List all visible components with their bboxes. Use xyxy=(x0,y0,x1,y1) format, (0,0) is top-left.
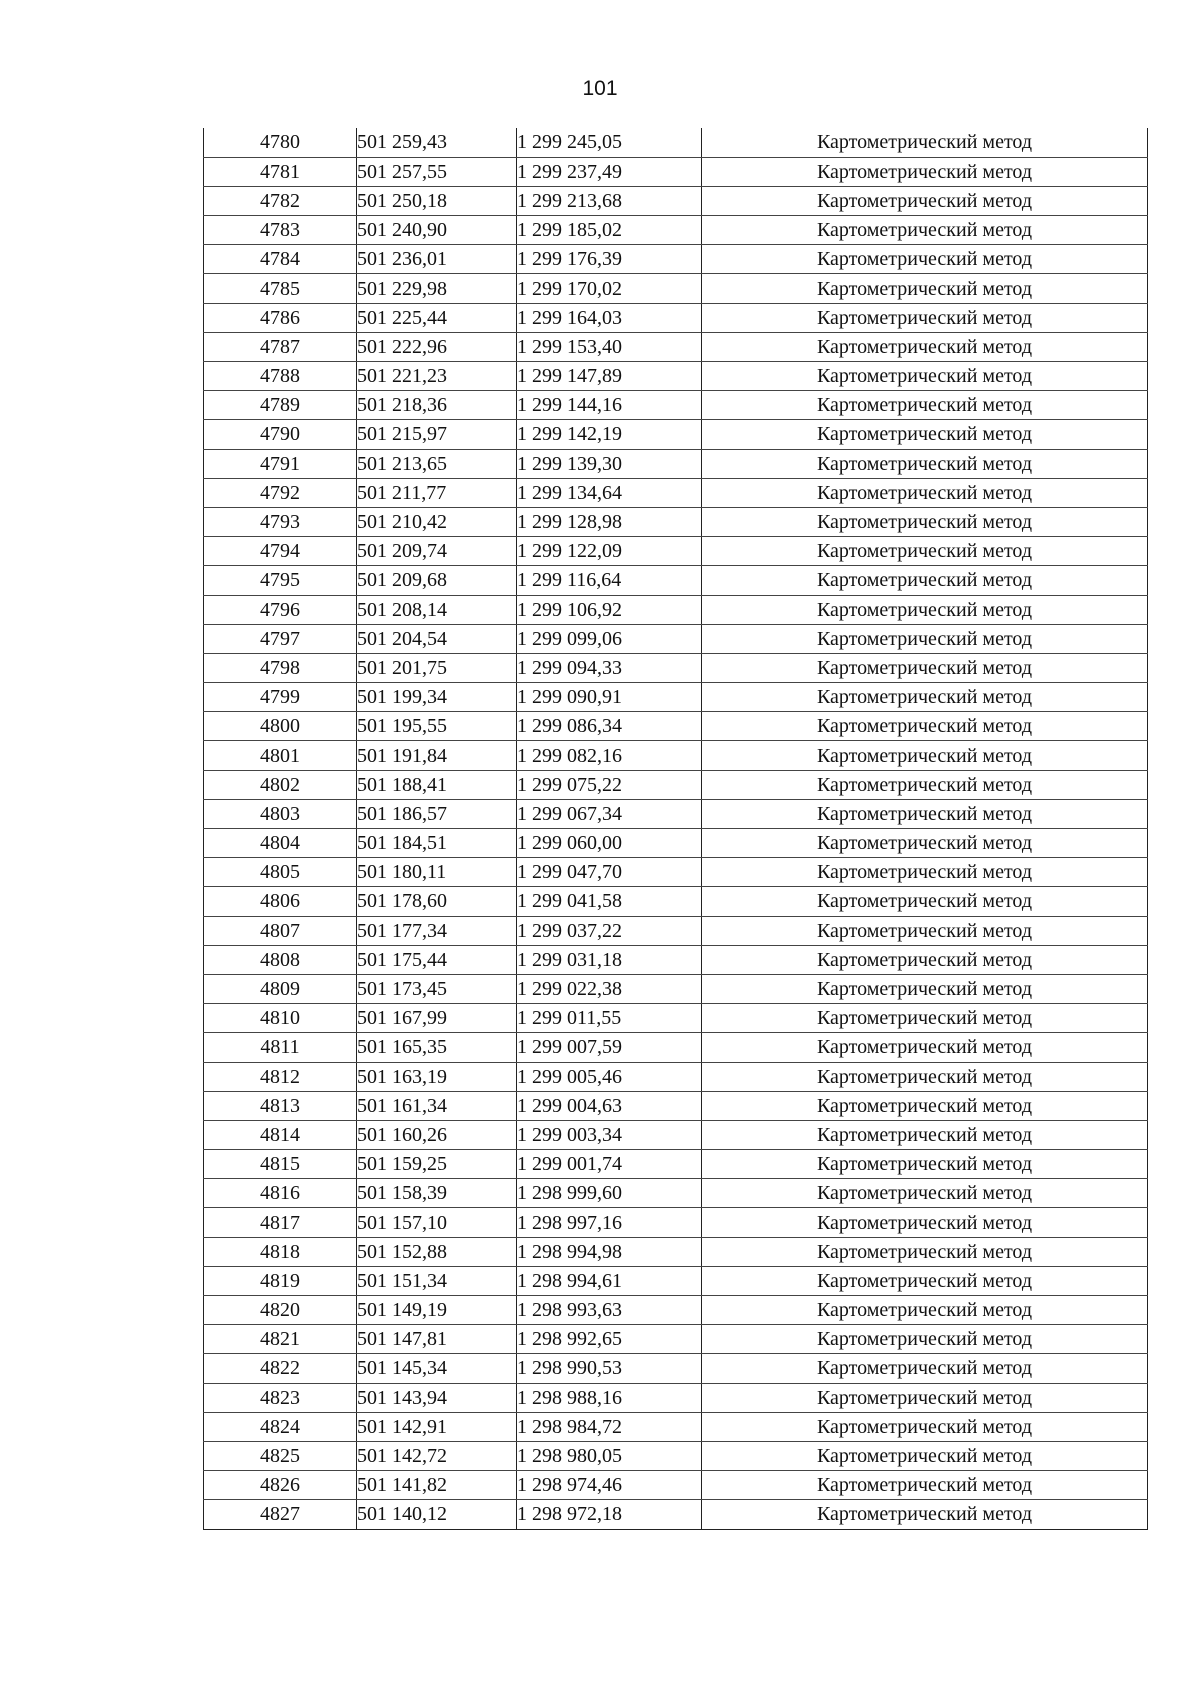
y-coordinate-cell: 1 298 984,72 xyxy=(517,1412,702,1441)
x-coordinate-cell: 501 180,11 xyxy=(357,858,517,887)
point-number-cell: 4792 xyxy=(204,478,357,507)
y-coordinate-cell: 1 298 990,53 xyxy=(517,1354,702,1383)
method-cell: Картометрический метод xyxy=(702,1150,1148,1179)
method-cell: Картометрический метод xyxy=(702,449,1148,478)
x-coordinate-cell: 501 221,23 xyxy=(357,362,517,391)
point-number-cell: 4789 xyxy=(204,391,357,420)
x-coordinate-cell: 501 142,91 xyxy=(357,1412,517,1441)
method-cell: Картометрический метод xyxy=(702,332,1148,361)
point-number-cell: 4817 xyxy=(204,1208,357,1237)
x-coordinate-cell: 501 173,45 xyxy=(357,974,517,1003)
y-coordinate-cell: 1 299 122,09 xyxy=(517,537,702,566)
method-cell: Картометрический метод xyxy=(702,274,1148,303)
table-row xyxy=(204,537,1148,566)
y-coordinate-cell: 1 299 075,22 xyxy=(517,770,702,799)
table-row xyxy=(204,362,1148,391)
table-row xyxy=(204,478,1148,507)
table-row xyxy=(204,1033,1148,1062)
y-coordinate-cell: 1 299 086,34 xyxy=(517,712,702,741)
x-coordinate-cell: 501 177,34 xyxy=(357,916,517,945)
point-number-cell: 4826 xyxy=(204,1471,357,1500)
method-cell: Картометрический метод xyxy=(702,1208,1148,1237)
y-coordinate-cell: 1 298 997,16 xyxy=(517,1208,702,1237)
table-row xyxy=(204,420,1148,449)
method-cell: Картометрический метод xyxy=(702,624,1148,653)
x-coordinate-cell: 501 204,54 xyxy=(357,624,517,653)
x-coordinate-cell: 501 188,41 xyxy=(357,770,517,799)
point-number-cell: 4821 xyxy=(204,1325,357,1354)
method-cell: Картометрический метод xyxy=(702,128,1148,157)
method-cell: Картометрический метод xyxy=(702,245,1148,274)
method-cell: Картометрический метод xyxy=(702,507,1148,536)
method-cell: Картометрический метод xyxy=(702,1354,1148,1383)
table-row xyxy=(204,449,1148,478)
method-cell: Картометрический метод xyxy=(702,478,1148,507)
method-cell: Картометрический метод xyxy=(702,391,1148,420)
x-coordinate-cell: 501 145,34 xyxy=(357,1354,517,1383)
method-cell: Картометрический метод xyxy=(702,1383,1148,1412)
y-coordinate-cell: 1 299 031,18 xyxy=(517,945,702,974)
x-coordinate-cell: 501 257,55 xyxy=(357,157,517,186)
table-row xyxy=(204,303,1148,332)
point-number-cell: 4797 xyxy=(204,624,357,653)
method-cell: Картометрический метод xyxy=(702,683,1148,712)
table-row xyxy=(204,945,1148,974)
y-coordinate-cell: 1 299 060,00 xyxy=(517,829,702,858)
y-coordinate-cell: 1 299 047,70 xyxy=(517,858,702,887)
method-cell: Картометрический метод xyxy=(702,1471,1148,1500)
table-row xyxy=(204,1004,1148,1033)
y-coordinate-cell: 1 299 007,59 xyxy=(517,1033,702,1062)
y-coordinate-cell: 1 299 153,40 xyxy=(517,332,702,361)
table-row xyxy=(204,566,1148,595)
method-cell: Картометрический метод xyxy=(702,1179,1148,1208)
table-row xyxy=(204,974,1148,1003)
point-number-cell: 4796 xyxy=(204,595,357,624)
y-coordinate-cell: 1 299 099,06 xyxy=(517,624,702,653)
method-cell: Картометрический метод xyxy=(702,157,1148,186)
x-coordinate-cell: 501 213,65 xyxy=(357,449,517,478)
table-row xyxy=(204,624,1148,653)
x-coordinate-cell: 501 211,77 xyxy=(357,478,517,507)
y-coordinate-cell: 1 299 041,58 xyxy=(517,887,702,916)
y-coordinate-cell: 1 299 164,03 xyxy=(517,303,702,332)
point-number-cell: 4780 xyxy=(204,128,357,157)
method-cell: Картометрический метод xyxy=(702,799,1148,828)
table-row xyxy=(204,1266,1148,1295)
table-row xyxy=(204,683,1148,712)
table-row xyxy=(204,741,1148,770)
method-cell: Картометрический метод xyxy=(702,420,1148,449)
method-cell: Картометрический метод xyxy=(702,712,1148,741)
point-number-cell: 4825 xyxy=(204,1441,357,1470)
x-coordinate-cell: 501 186,57 xyxy=(357,799,517,828)
point-number-cell: 4793 xyxy=(204,507,357,536)
method-cell: Картометрический метод xyxy=(702,186,1148,215)
table-row xyxy=(204,391,1148,420)
x-coordinate-cell: 501 195,55 xyxy=(357,712,517,741)
table-row xyxy=(204,128,1148,157)
table-row xyxy=(204,1296,1148,1325)
method-cell: Картометрический метод xyxy=(702,653,1148,682)
method-cell: Картометрический метод xyxy=(702,1120,1148,1149)
x-coordinate-cell: 501 151,34 xyxy=(357,1266,517,1295)
method-cell: Картометрический метод xyxy=(702,537,1148,566)
table-row xyxy=(204,916,1148,945)
y-coordinate-cell: 1 299 094,33 xyxy=(517,653,702,682)
method-cell: Картометрический метод xyxy=(702,1325,1148,1354)
table-row xyxy=(204,274,1148,303)
table-row xyxy=(204,157,1148,186)
y-coordinate-cell: 1 298 974,46 xyxy=(517,1471,702,1500)
point-number-cell: 4805 xyxy=(204,858,357,887)
table-row xyxy=(204,1150,1148,1179)
x-coordinate-cell: 501 236,01 xyxy=(357,245,517,274)
table-row xyxy=(204,595,1148,624)
point-number-cell: 4802 xyxy=(204,770,357,799)
table-row xyxy=(204,1325,1148,1354)
x-coordinate-cell: 501 167,99 xyxy=(357,1004,517,1033)
y-coordinate-cell: 1 299 037,22 xyxy=(517,916,702,945)
point-number-cell: 4824 xyxy=(204,1412,357,1441)
method-cell: Картометрический метод xyxy=(702,362,1148,391)
table-row xyxy=(204,245,1148,274)
point-number-cell: 4810 xyxy=(204,1004,357,1033)
table-row xyxy=(204,858,1148,887)
table-row xyxy=(204,1412,1148,1441)
point-number-cell: 4809 xyxy=(204,974,357,1003)
point-number-cell: 4811 xyxy=(204,1033,357,1062)
method-cell: Картометрический метод xyxy=(702,1004,1148,1033)
point-number-cell: 4818 xyxy=(204,1237,357,1266)
point-number-cell: 4794 xyxy=(204,537,357,566)
y-coordinate-cell: 1 299 185,02 xyxy=(517,216,702,245)
point-number-cell: 4816 xyxy=(204,1179,357,1208)
point-number-cell: 4819 xyxy=(204,1266,357,1295)
point-number-cell: 4783 xyxy=(204,216,357,245)
x-coordinate-cell: 501 143,94 xyxy=(357,1383,517,1412)
y-coordinate-cell: 1 299 139,30 xyxy=(517,449,702,478)
point-number-cell: 4827 xyxy=(204,1500,357,1529)
point-number-cell: 4814 xyxy=(204,1120,357,1149)
x-coordinate-cell: 501 160,26 xyxy=(357,1120,517,1149)
x-coordinate-cell: 501 184,51 xyxy=(357,829,517,858)
point-number-cell: 4812 xyxy=(204,1062,357,1091)
y-coordinate-cell: 1 299 106,92 xyxy=(517,595,702,624)
point-number-cell: 4791 xyxy=(204,449,357,478)
x-coordinate-cell: 501 215,97 xyxy=(357,420,517,449)
point-number-cell: 4804 xyxy=(204,829,357,858)
method-cell: Картометрический метод xyxy=(702,974,1148,1003)
x-coordinate-cell: 501 218,36 xyxy=(357,391,517,420)
point-number-cell: 4808 xyxy=(204,945,357,974)
x-coordinate-cell: 501 175,44 xyxy=(357,945,517,974)
x-coordinate-cell: 501 222,96 xyxy=(357,332,517,361)
x-coordinate-cell: 501 147,81 xyxy=(357,1325,517,1354)
point-number-cell: 4801 xyxy=(204,741,357,770)
y-coordinate-cell: 1 299 142,19 xyxy=(517,420,702,449)
table-row xyxy=(204,507,1148,536)
coordinates-table-body xyxy=(204,128,1148,1529)
method-cell: Картометрический метод xyxy=(702,1266,1148,1295)
point-number-cell: 4803 xyxy=(204,799,357,828)
x-coordinate-cell: 501 158,39 xyxy=(357,1179,517,1208)
y-coordinate-cell: 1 299 245,05 xyxy=(517,128,702,157)
method-cell: Картометрический метод xyxy=(702,1412,1148,1441)
x-coordinate-cell: 501 165,35 xyxy=(357,1033,517,1062)
x-coordinate-cell: 501 259,43 xyxy=(357,128,517,157)
x-coordinate-cell: 501 208,14 xyxy=(357,595,517,624)
table-row xyxy=(204,887,1148,916)
point-number-cell: 4795 xyxy=(204,566,357,595)
point-number-cell: 4786 xyxy=(204,303,357,332)
x-coordinate-cell: 501 141,82 xyxy=(357,1471,517,1500)
method-cell: Картометрический метод xyxy=(702,1033,1148,1062)
x-coordinate-cell: 501 210,42 xyxy=(357,507,517,536)
table-row xyxy=(204,653,1148,682)
point-number-cell: 4823 xyxy=(204,1383,357,1412)
y-coordinate-cell: 1 298 988,16 xyxy=(517,1383,702,1412)
y-coordinate-cell: 1 298 999,60 xyxy=(517,1179,702,1208)
x-coordinate-cell: 501 178,60 xyxy=(357,887,517,916)
method-cell: Картометрический метод xyxy=(702,595,1148,624)
method-cell: Картометрический метод xyxy=(702,303,1148,332)
method-cell: Картометрический метод xyxy=(702,1091,1148,1120)
x-coordinate-cell: 501 229,98 xyxy=(357,274,517,303)
method-cell: Картометрический метод xyxy=(702,829,1148,858)
table-row xyxy=(204,1179,1148,1208)
method-cell: Картометрический метод xyxy=(702,216,1148,245)
table-row xyxy=(204,1354,1148,1383)
method-cell: Картометрический метод xyxy=(702,770,1148,799)
y-coordinate-cell: 1 299 011,55 xyxy=(517,1004,702,1033)
point-number-cell: 4822 xyxy=(204,1354,357,1383)
page-number: 101 xyxy=(582,77,618,100)
y-coordinate-cell: 1 299 082,16 xyxy=(517,741,702,770)
y-coordinate-cell: 1 299 004,63 xyxy=(517,1091,702,1120)
x-coordinate-cell: 501 152,88 xyxy=(357,1237,517,1266)
point-number-cell: 4799 xyxy=(204,683,357,712)
point-number-cell: 4815 xyxy=(204,1150,357,1179)
y-coordinate-cell: 1 298 994,61 xyxy=(517,1266,702,1295)
table-row xyxy=(204,770,1148,799)
y-coordinate-cell: 1 299 170,02 xyxy=(517,274,702,303)
x-coordinate-cell: 501 209,68 xyxy=(357,566,517,595)
y-coordinate-cell: 1 299 022,38 xyxy=(517,974,702,1003)
x-coordinate-cell: 501 161,34 xyxy=(357,1091,517,1120)
table-row xyxy=(204,712,1148,741)
method-cell: Картометрический метод xyxy=(702,858,1148,887)
x-coordinate-cell: 501 157,10 xyxy=(357,1208,517,1237)
table-row xyxy=(204,799,1148,828)
x-coordinate-cell: 501 209,74 xyxy=(357,537,517,566)
table-row xyxy=(204,1062,1148,1091)
x-coordinate-cell: 501 140,12 xyxy=(357,1500,517,1529)
table-row xyxy=(204,1471,1148,1500)
y-coordinate-cell: 1 299 128,98 xyxy=(517,507,702,536)
point-number-cell: 4790 xyxy=(204,420,357,449)
coordinates-table xyxy=(203,128,1148,1530)
y-coordinate-cell: 1 299 067,34 xyxy=(517,799,702,828)
y-coordinate-cell: 1 299 176,39 xyxy=(517,245,702,274)
table-row xyxy=(204,1237,1148,1266)
method-cell: Картометрический метод xyxy=(702,741,1148,770)
x-coordinate-cell: 501 250,18 xyxy=(357,186,517,215)
method-cell: Картометрический метод xyxy=(702,566,1148,595)
y-coordinate-cell: 1 299 116,64 xyxy=(517,566,702,595)
y-coordinate-cell: 1 299 147,89 xyxy=(517,362,702,391)
y-coordinate-cell: 1 298 972,18 xyxy=(517,1500,702,1529)
x-coordinate-cell: 501 240,90 xyxy=(357,216,517,245)
table-row xyxy=(204,216,1148,245)
table-row xyxy=(204,829,1148,858)
y-coordinate-cell: 1 299 213,68 xyxy=(517,186,702,215)
y-coordinate-cell: 1 298 980,05 xyxy=(517,1441,702,1470)
x-coordinate-cell: 501 163,19 xyxy=(357,1062,517,1091)
y-coordinate-cell: 1 299 237,49 xyxy=(517,157,702,186)
table-row xyxy=(204,1383,1148,1412)
y-coordinate-cell: 1 299 001,74 xyxy=(517,1150,702,1179)
x-coordinate-cell: 501 225,44 xyxy=(357,303,517,332)
y-coordinate-cell: 1 298 993,63 xyxy=(517,1296,702,1325)
point-number-cell: 4813 xyxy=(204,1091,357,1120)
x-coordinate-cell: 501 142,72 xyxy=(357,1441,517,1470)
method-cell: Картометрический метод xyxy=(702,1237,1148,1266)
point-number-cell: 4784 xyxy=(204,245,357,274)
table-row xyxy=(204,1441,1148,1470)
method-cell: Картометрический метод xyxy=(702,1500,1148,1529)
method-cell: Картометрический метод xyxy=(702,1062,1148,1091)
point-number-cell: 4787 xyxy=(204,332,357,361)
y-coordinate-cell: 1 299 003,34 xyxy=(517,1120,702,1149)
point-number-cell: 4800 xyxy=(204,712,357,741)
y-coordinate-cell: 1 298 992,65 xyxy=(517,1325,702,1354)
point-number-cell: 4820 xyxy=(204,1296,357,1325)
table-row xyxy=(204,1091,1148,1120)
y-coordinate-cell: 1 299 090,91 xyxy=(517,683,702,712)
x-coordinate-cell: 501 149,19 xyxy=(357,1296,517,1325)
x-coordinate-cell: 501 199,34 xyxy=(357,683,517,712)
point-number-cell: 4782 xyxy=(204,186,357,215)
x-coordinate-cell: 501 159,25 xyxy=(357,1150,517,1179)
y-coordinate-cell: 1 299 144,16 xyxy=(517,391,702,420)
x-coordinate-cell: 501 201,75 xyxy=(357,653,517,682)
point-number-cell: 4807 xyxy=(204,916,357,945)
x-coordinate-cell: 501 191,84 xyxy=(357,741,517,770)
table-row xyxy=(204,1208,1148,1237)
method-cell: Картометрический метод xyxy=(702,916,1148,945)
table-row xyxy=(204,186,1148,215)
point-number-cell: 4788 xyxy=(204,362,357,391)
point-number-cell: 4798 xyxy=(204,653,357,682)
method-cell: Картометрический метод xyxy=(702,1296,1148,1325)
point-number-cell: 4785 xyxy=(204,274,357,303)
method-cell: Картометрический метод xyxy=(702,887,1148,916)
method-cell: Картометрический метод xyxy=(702,945,1148,974)
table-row xyxy=(204,1500,1148,1529)
method-cell: Картометрический метод xyxy=(702,1441,1148,1470)
table-row xyxy=(204,1120,1148,1149)
point-number-cell: 4806 xyxy=(204,887,357,916)
table-row xyxy=(204,332,1148,361)
y-coordinate-cell: 1 299 134,64 xyxy=(517,478,702,507)
point-number-cell: 4781 xyxy=(204,157,357,186)
y-coordinate-cell: 1 298 994,98 xyxy=(517,1237,702,1266)
y-coordinate-cell: 1 299 005,46 xyxy=(517,1062,702,1091)
